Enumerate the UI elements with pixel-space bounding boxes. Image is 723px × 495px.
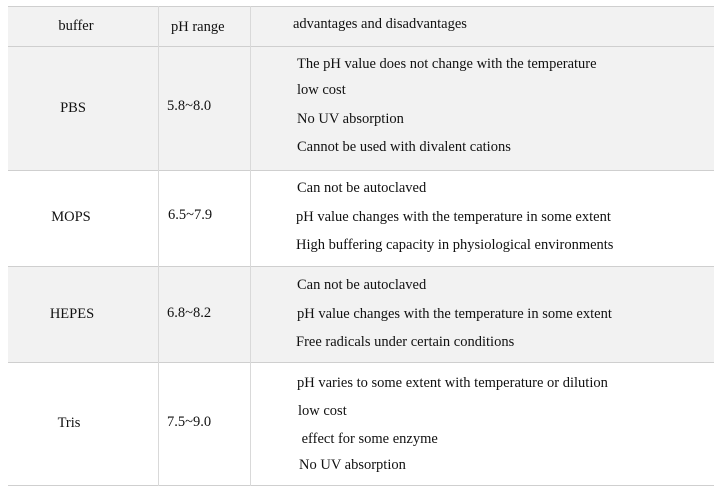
divider <box>8 485 714 486</box>
note-line: Can not be autoclaved <box>297 277 427 293</box>
divider <box>250 6 251 486</box>
note-line: The pH value does not change with the temperature <box>297 56 597 72</box>
buffer-name: PBS <box>60 100 86 116</box>
note-line: Cannot be used with divalent cations <box>297 139 511 155</box>
ph-range-value: 6.5~7.9 <box>168 207 213 223</box>
divider <box>8 362 714 363</box>
note-line: Can not be autoclaved <box>297 180 427 196</box>
header-buffer: buffer <box>58 18 94 34</box>
ph-range-value: 5.8~8.0 <box>167 98 212 114</box>
ph-range-value: 7.5~9.0 <box>167 414 212 430</box>
note-line: Free radicals under certain conditions <box>296 334 515 350</box>
buffer-name: Tris <box>57 415 81 431</box>
divider <box>8 46 714 47</box>
ph-range-value: 6.8~8.2 <box>167 305 212 321</box>
buffer-name: MOPS <box>51 209 91 225</box>
divider <box>8 170 714 171</box>
divider <box>8 266 714 267</box>
divider <box>158 6 159 486</box>
note-line: pH value changes with the temperature in some extent <box>296 209 611 225</box>
note-line: High buffering capacity in physiological environments <box>296 237 614 253</box>
header-ph-range: pH range <box>171 19 225 35</box>
note-line: pH value changes with the temperature in some extent <box>297 306 612 322</box>
header-notes: advantages and disadvantages <box>293 16 467 32</box>
note-line: low cost <box>297 82 346 98</box>
note-line: No UV absorption <box>297 111 404 127</box>
note-line: low cost <box>298 403 347 419</box>
note-line: No UV absorption <box>299 457 406 473</box>
buffer-name: HEPES <box>49 306 95 322</box>
divider <box>8 6 714 7</box>
note-line: effect for some enzyme <box>298 431 438 447</box>
note-line: pH varies to some extent with temperature or dilution <box>297 375 608 391</box>
